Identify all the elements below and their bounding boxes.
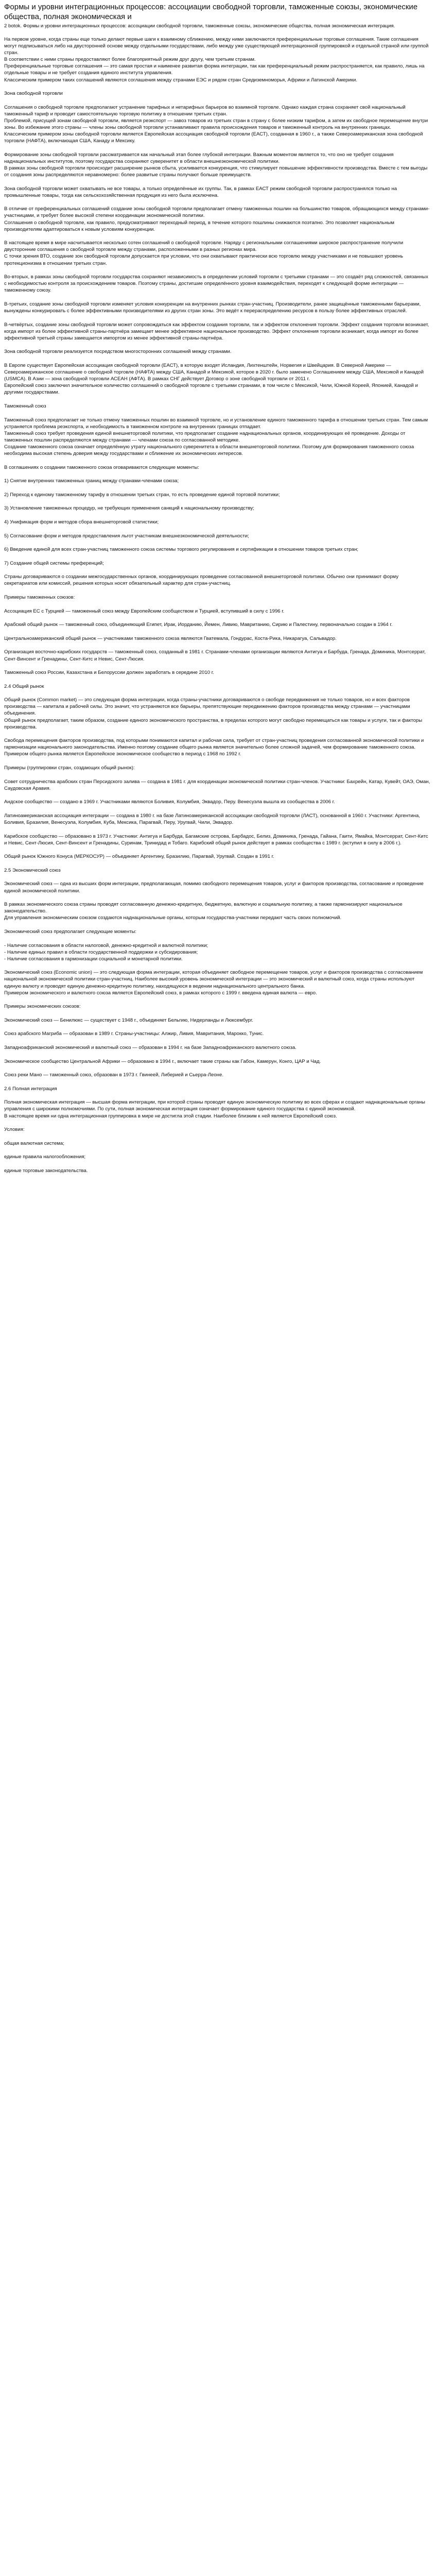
paragraph: Экономический союз — одна из высших форм интеграции, предполагающая, помимо свободного перемещения товаров, услуг и факторов производства, согласование и проведение единой экономической политики. [4,881,424,894]
paragraph: Зона свободной торговли реализуется посредством многосторонних соглашений между странами. [4,349,232,355]
example-item: Центральноамериканский общий рынок — участниками таможенного союза являются Гватемала, Гондурас, Коста-Рика, Никарагуа, Сальвадор. [4,635,337,641]
section-heading: 2.4 Общий рынок [4,683,44,689]
example-item: Организация восточно-карибских государств — таможенный союз, созданный в 1981 г. Странами-членами организации являются Антигуа и Барбуда, Гренада, Доминика, Монтсеррат, Сент-Винсент и Гренадины, Сент-Китс и Невис, Сент-Люсия. [4,649,426,662]
section-heading: Зона свободной торговли [4,91,63,97]
paragraph: В рамках экономического союза страны проводят согласованную денежно-кредитную, бюджетную, валютную и социальную политику, а также гармонизируют национальное законодательство. Для управления экономическим союзом создаются наднациональные органы, которым государства-участники передают часть своих полномочий. [4,902,403,921]
document-page [0,0,436,1192]
paragraph: Формирование зоны свободной торговли рассматривается как начальный этап более глубокой интеграции. Важным моментом является то, что оно не требует создания наднациональных институтов, поэтому государства сохраняют суверенитет в области внешнеэкономической политики. В рамках зоны свободной торговли происходит расширение рынков сбыта, усиливается конкуренция, что стимулирует повышение эффективности производства. Вместе с тем выгоды от создания зоны распределяются неравномерно: более развитые страны получают больше преимуществ. [4,151,428,178]
example-item: Андское сообщество — создано в 1969 г. Участниками являются Боливия, Колумбия, Эквадор, Перу. Венесуэла вышла из сообщества в 2006 г. [4,799,335,805]
section-heading: 2.5 Экономический союз [4,867,61,873]
document-meta: 2 botok. Формы и уровни интеграционных процессов: ассоциации свободной торговли, таможенные союзы, экономические общества, полная экономическая интеграция. [4,23,395,29]
example-item: Ассоциация ЕС с Турцией — таможенный союз между Европейским сообществом и Турцией, вступивший в силу с 1996 г. [4,608,285,614]
paragraph: В Европе существует Европейская ассоциация свободной торговли (ЕАСТ), в которую входят Исландия, Лихтенштейн, Норвегия и Швейцария. В Северной Америке — Североамериканское соглашение о свободной торговле (НАФТА) между США, Канадой и Мексикой, которое в 2020 г. было заменено Соглашением между США, Мексикой и Канадой (USMCA). В Азии — зона свободной торговли АСЕАН (АФТА). В рамках СНГ действует Договор о зоне свободной торговли от 2011 г. Европейский союз заключил значительное количество соглашений о свободной торговле с третьими странами, в том числе с Мексикой, Чили, Южной Кореей, Японией, Канадой и другими государствами. [4,362,424,396]
paragraph: Свобода перемещения факторов производства, под которыми понимаются капитал и рабочая сила, требует от стран-участниц проведения согласованной экономической политики и гармонизации национального законодательства. Именно поэтому создание общего рынка является значительно более сложной задачей, чем формирование таможенного союза. Примером общего рынка является Европейское экономическое сообщество в период с 1968 по 1992 г. [4,738,424,757]
paragraph: Примеры экономических союзов: [4,1004,81,1010]
section-heading: Таможенный союз [4,403,46,409]
paragraph: Общий рынок (Common market) — это следующая форма интеграции, когда страны-участники договариваются о свободе передвижения не только товаров, но и всех факторов производства — капитала и рабочей силы. Это значит, что устраняются все барьеры, препятствующие передвижению факторов производства между странами — участницами объединения. Общий рынок предполагает, таким образом, создание единого экономического пространства, в пределах которого могут свободно перемещаться как товары и услуги, так и факторы производства. [4,697,423,730]
paragraph: В настоящее время в мире насчитывается несколько сотен соглашений о свободной торговле. Наряду с региональными соглашениями широкое распространение получили двусторонние соглашения о свободной торговле между странами, расположенными в разных регионах мира. С точки зрения ВТО, создание зон свободной торговли допускается при условии, что они охватывают практически всю торговлю между участниками и не повышают уровень протекционизма в отношении третьих стран. [4,240,404,266]
list-item: 2) Переход к единому таможенному тарифу в отношении третьих стран, то есть проведение единой торговой политики; [4,492,280,498]
example-item: Латиноамериканская ассоциация интеграции — создана в 1980 г. на базе Латиноамериканской ассоциации свободной торговли (ЛАСТ), основанной в 1960 г. Участники: Аргентина, Боливия, Бразилия, Венесуэла, Колумбия, Куба, Мексика, Парагвай, Перу, Уругвай, Чили, Эквадор. [4,812,420,825]
example-item: Таможенный союз России, Казахстана и Белоруссии должен заработать в середине 2010 г. [4,670,214,676]
example-item: Общий рынок Южного Конуса (МЕРКОСУР) — объединяет Аргентину, Бразилию, Парагвай, Уругвай. Создан в 1991 г. [4,854,274,860]
paragraph: Экономический союз (Economic union) — это следующая форма интеграции, которая объединяет свободное перемещение товаров, услуг и факторов производства с согласованием национальной экономической политики стран-участниц. Наиболее высокий уровень экономической интеграции — это экономический и валютный союз, когда страны используют единую валюту и проводят единую денежно-кредитную политику, находящуюся в ведении наднационального центрального банка. Примером экономического и валютного союза является Европейский союз, в рамках которого с 1999 г. введена единая валюта — евро. [4,970,423,996]
list-item: 5) Согласование форм и методов предоставления льгот участникам внешнеэкономической деятельности; [4,533,249,539]
list-item: 6) Введение единой для всех стран-участниц таможенного союза системы торгового регулирования и сертификации в отношении товаров третьих стран; [4,547,359,553]
paragraph: Зона свободной торговли может охватывать не все товары, а только определённые их группы. Так, в рамках ЕАСТ режим свободной торговли распространялся только на промышленные товары, тогда как сельскохозяйственная продукция из него была исключена. [4,185,397,198]
list-item: 7) Создание общей системы преференций; [4,560,104,566]
section-heading: 2.6 Полная интеграция [4,1086,57,1092]
list-item: единые торговые законодательства. [4,1167,88,1174]
paragraph: В отличие от преференциальных соглашений создание зоны свободной торговли предполагает отмену таможенных пошлин на большинство товаров, обращающихся между странами-участницами, и требует более высокой степени координации экономической политики. Соглашения о свободной торговле, как правило, предусматривают переходный период, в течение которого пошлины снижаются поэтапно. Это позволяет национальным производителям адаптироваться к новым условиям конкуренции. [4,206,430,232]
paragraph: В-четвёртых, создание зоны свободной торговли может сопровождаться как эффектом создания торговли, так и эффектом отклонения торговли. Эффект создания торговли возникает, когда импорт из более эффективной страны-партнёра замещает менее эффективное национальное производство. Эффект отклонения торговли возникает, когда импорт из более эффективной третьей страны замещается импортом из менее эффективной страны-партнёра. [4,321,429,341]
list-item: - Наличие согласования в области налоговой, денежно-кредитной и валютной политики; - Наличие единых правил в области государственной поддержки и субсидирования; - Наличие согласования в гармонизации социальной и монетарной политики. [4,942,208,962]
paragraph: В-третьих, создание зоны свободной торговли изменяет условия конкуренции на внутренних рынках стран-участниц. Производители, ранее защищённые таможенными барьерами, вынуждены конкурировать с более эффективными производителями из других стран зоны. Это ведёт к перераспределению ресурсов в пользу более эффективных отраслей. [4,301,421,314]
list-item: 3) Установление таможенных процедур, не требующих применения санкций к национальному производству; [4,505,254,512]
example-item: Западноафриканский экономический и валютный союз — образован в 1994 г. на базе Западноафриканского валютного союза. [4,1044,297,1050]
paragraph: Примеры таможенных союзов: [4,595,75,601]
paragraph: Условия: [4,1127,25,1133]
example-item: Совет сотрудничества арабских стран Персидского залива — создана в 1981 г. для координации экономической политики стран-членов. Участники: Бахрейн, Катар, Кувейт, ОАЭ, Оман, Саудовская Аравия. [4,778,430,791]
paragraph: В соглашениях о создании таможенного союза оговариваются следующие моменты: [4,464,199,470]
paragraph: Примеры (группировки стран, создающих общий рынок): [4,765,135,771]
paragraph: Во-вторых, в рамках зоны свободной торговли государства сохраняют независимость в определении условий торговли с третьими странами — это создаёт ряд сложностей, связанных с необходимостью контроля за происхождением товаров. Поэтому страны, достигшие определённого уровня взаимодействия, переходят к следующей форме интеграции — таможенному союзу. [4,274,428,294]
example-item: Арабский общий рынок — таможенный союз, объединяющий Египет, Ирак, Иорданию, Йемен, Ливию, Мавританию, Сирию и Палестину, первоначально создан в 1964 г. [4,622,393,628]
paragraph: Экономический союз предполагает следующие моменты: [4,928,137,935]
paragraph: Полная экономическая интеграция — высшая форма интеграции, при которой страны проводят единую экономическую политику во всех сферах и создают наднациональные органы управления с широкими полномочиями. По сути, полная экономическая интеграция означает формирование единого государства с единой экономикой. В настоящее время ни одна интеграционная группировка в мире не достигла этой стадии. Наиболее близким к ней является Европейский союз. [4,1099,425,1119]
example-item: Карибское сообщество — образовано в 1973 г. Участники: Антигуа и Барбуда, Багамские острова, Барбадос, Белиз, Доминика, Гренада, Гайана, Гаити, Ямайка, Монтсеррат, Сент-Китс и Невис, Сент-Люсия, Сент-Винсент и Гренадины, Суринам, Тринидад и Тобаго. Карибский общий рынок действует в рамках сообщества с 1989 г. (вступил в силу в 2006 г.). [4,833,428,846]
list-item: общая валютная система; [4,1140,64,1146]
example-item: Экономический союз — Бенилюкс — существует с 1948 г., объединяет Бельгию, Нидерланды и Люксембург. [4,1017,253,1023]
list-item: единые правила налогообложения; [4,1154,86,1160]
paragraph: Страны договариваются о создании межгосударственных органов, координирующих проведение согласованной внешнеторговой политики. Обычно они принимают форму секретариатов или комиссий, решения которых носят обязательный характер для стран-участниц. [4,574,399,587]
list-item: 4) Унификация форм и методов сбора внешнеторговой статистики; [4,519,159,525]
example-item: Союз реки Мано — таможенный союз, образован в 1973 г. Гвинеей, Либерией и Сьерра-Леоне. [4,1072,223,1078]
paragraph: Соглашения о свободной торговле предполагают устранение тарифных и нетарифных барьеров во взаимной торговле. Однако каждая страна сохраняет свой национальный таможенный тариф и проводит самостоятельную торговую политику в отношении третьих стран. Проблемой, присущей зонам свободной торговли, является реэкспорт — завоз товаров из третьих стран в страну с более низким тарифом, а затем их свободное перемещение внутри зоны. Во избежание этого страны — члены зоны свободной торговли устанавливают правила происхождения товаров и таможенный контроль на внутренних границах. Классическим примером зоны свободной торговли является Европейская ассоциация свободной торговли (ЕАСТ), созданная в 1960 г., а также Североамериканская зона свободной торговли (НАФТА), включающая США, Канаду и Мексику. [4,104,428,144]
list-item: 1) Снятие внутренних таможенных границ между странами-членами союза; [4,478,179,484]
example-item: Экономическое сообщество Центральной Африки — образовано в 1994 г., включает такие страны как Габон, Камерун, Конго, ЦАР и Чад. [4,1058,321,1064]
example-item: Союз арабского Магриба — образован в 1989 г. Страны-участницы: Алжир, Ливия, Мавритания, Марокко, Тунис. [4,1031,264,1037]
paragraph: Таможенный союз предполагает не только отмену таможенных пошлин во взаимной торговле, но и установление единого таможенного тарифа в отношении третьих стран. Тем самым устраняется проблема реэкспорта, и необходимость в таможенном контроле на внутренних границах отпадает. Таможенный союз требует проведения единой внешнеторговой политики, что предполагает создание наднациональных органов, координирующих её проведение. Доходы от таможенных пошлин распределяются между странами — членами союза по согласованной методике. Создание таможенного союза означает определённую утрату национального суверенитета в области внешнеторговой политики. Поэтому для формирования таможенного союза необходима высокая степень доверия между государствами и сближение их экономических интересов. [4,417,428,456]
document-title: Формы и уровни интеграционных процессов: ассоциации свободной торговли, таможенные союзы, экономические общества, полная экономическая и [4,3,418,21]
paragraph: На первом уровне, когда страны еще только делают первые шаги к взаимному сближению, между ними заключаются преференциальные торговые соглашения. Такие соглашения могут подписываться либо на двусторонней основе между отдельными государствами, либо между уже существующей интеграционной группировкой и отдельной страной или группой стран. В соответствии с ними страны предоставляют более благоприятный режим друг другу, чем третьим странам. Преференциальные торговые соглашения — это самая простая и наименее развитая форма интеграции, так как преференциальный режим распространяется, как правило, лишь на отдельные товары и не требует создания единого института управления. Классическим примером таких соглашений являются соглашения между странами ЕЭС и рядом стран Средиземноморья, Африки и Латинской Америки. [4,37,429,83]
